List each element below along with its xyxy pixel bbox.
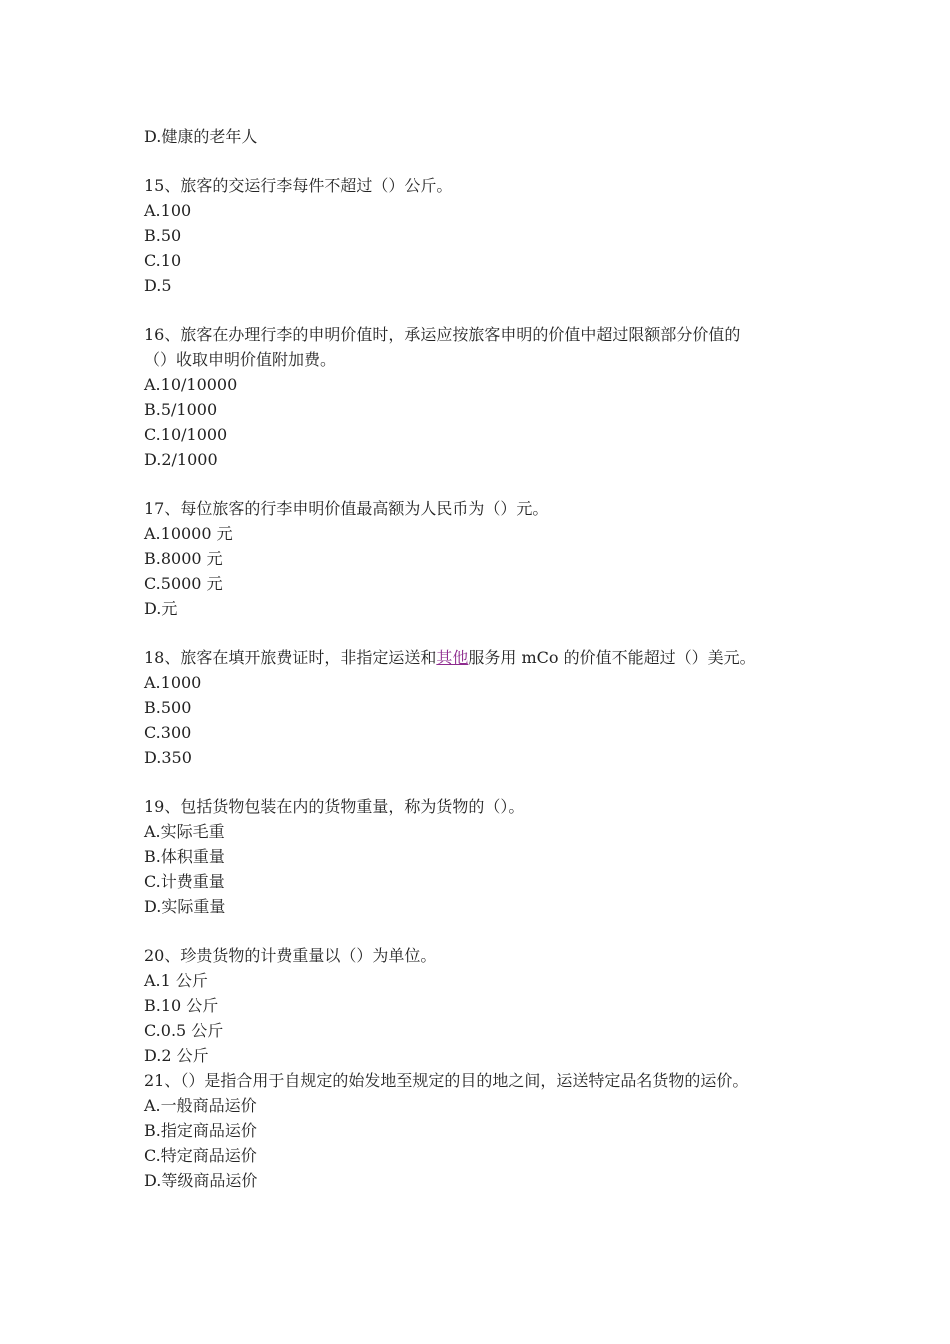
- q14-option-d: D.健康的老年人: [144, 127, 258, 146]
- q18-option-d: D.350: [144, 748, 192, 767]
- q16-option-a: A.10/10000: [144, 375, 238, 394]
- q21-option-d: D.等级商品运价: [144, 1171, 258, 1190]
- q15-text: 15、旅客的交运行李每件不超过（）公斤。: [144, 176, 453, 195]
- q18-option-b: B.500: [144, 698, 192, 717]
- document-page: [144, 124, 824, 1193]
- q16-option-b: B.5/1000: [144, 400, 218, 419]
- q16-text-line1: 16、旅客在办理行李的申明价值时，承运应按旅客申明的价值中超过限额部分价值的: [144, 325, 741, 344]
- q15-option-d: D.5: [144, 276, 172, 295]
- q19-option-a: A.实际毛重: [144, 822, 225, 841]
- question-15: [144, 173, 824, 298]
- q15-option-c: C.10: [144, 251, 182, 270]
- q20-option-b: B.10 公斤: [144, 996, 219, 1015]
- question-19: [144, 794, 824, 919]
- q17-option-a: A.10000 元: [144, 524, 233, 543]
- question-20: [144, 943, 824, 1068]
- q15-option-b: B.50: [144, 226, 182, 245]
- q19-option-b: B.体积重量: [144, 847, 225, 866]
- q16-text-line2: （）收取申明价值附加费。: [144, 350, 337, 369]
- q21-option-c: C.特定商品运价: [144, 1146, 257, 1165]
- q17-text: 17、每位旅客的行李申明价值最高额为人民币为（）元。: [144, 499, 549, 518]
- q18-option-a: A.1000: [144, 673, 202, 692]
- q19-text: 19、包括货物包装在内的货物重量，称为货物的（）。: [144, 797, 525, 816]
- q18-text: [144, 645, 824, 670]
- q17-option-b: B.8000 元: [144, 549, 223, 568]
- q19-option-c: C.计费重量: [144, 872, 225, 891]
- q21-option-a: A.一般商品运价: [144, 1096, 257, 1115]
- question-17: [144, 496, 824, 621]
- q15-option-a: A.100: [144, 201, 192, 220]
- q20-option-d: D.2 公斤: [144, 1046, 209, 1065]
- q21-text: 21、（）是指合用于自规定的始发地至规定的目的地之间，运送特定品名货物的运价。: [144, 1071, 749, 1090]
- q18-option-c: C.300: [144, 723, 192, 742]
- q17-option-d: D.元: [144, 599, 178, 618]
- q16-option-c: C.10/1000: [144, 425, 228, 444]
- question-21: [144, 1068, 824, 1193]
- question-16: [144, 322, 824, 472]
- q20-text: 20、珍贵货物的计费重量以（）为单位。: [144, 946, 437, 965]
- question-18: [144, 645, 824, 770]
- q16-option-d: D.2/1000: [144, 450, 218, 469]
- q17-option-c: C.5000 元: [144, 574, 223, 593]
- other-link[interactable]: 其他: [436, 648, 469, 667]
- q18-text-before: 18、旅客在填开旅费证时，非指定运送和: [144, 648, 437, 667]
- q21-option-b: B.指定商品运价: [144, 1121, 257, 1140]
- q20-option-c: C.0.5 公斤: [144, 1021, 224, 1040]
- q19-option-d: D.实际重量: [144, 897, 226, 916]
- q18-text-after: 服务用 mCo 的价值不能超过（）美元。: [468, 648, 756, 667]
- q20-option-a: A.1 公斤: [144, 971, 208, 990]
